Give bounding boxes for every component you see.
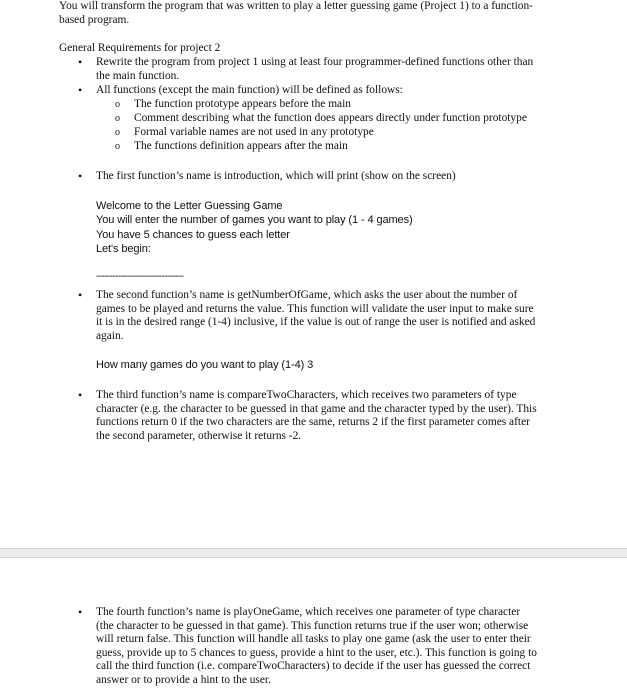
bullet-marker: • (78, 169, 83, 183)
bullet-marker: • (78, 288, 83, 302)
console-line: Let's begin: (96, 243, 151, 256)
bullet-text-line: The fourth function’s name is playOneGame, which receives one parameter of type character (96, 606, 521, 618)
bullet-text-line: will return false. This function will handle all tasks to play one game (ask the user to enter their (96, 633, 531, 646)
bullet-text-line: the main function. (96, 69, 180, 82)
bullet-marker: • (78, 55, 83, 69)
bullet-marker: • (78, 388, 83, 402)
bullet-text-line: The second function’s name is getNumberOfGame, which asks the user about the number of (96, 289, 518, 301)
separator-line: -------------------------------- (96, 271, 184, 282)
console-line: You have 5 chances to guess each letter (96, 228, 290, 241)
bullet-text-line: again. (96, 329, 124, 342)
bullet-text-line: Rewrite the program from project 1 using at least four programmer-defined functions other than (96, 56, 534, 68)
console-output-prompt: How many games do you want to play (1-4) 3 (96, 359, 314, 371)
sub-item-text: The functions definition appears after the main (134, 140, 348, 152)
sub-item-text: Comment describing what the function does appears directly under function prototype (134, 112, 527, 124)
bullet-text-line: character (e.g. the character to be guessed in that game and the character typed by the user). This (96, 402, 537, 415)
page-break (0, 548, 627, 558)
requirements-heading: General Requirements for project 2 (59, 42, 221, 54)
bullet-text-line: The first function’s name is introduction, which will print (show on the screen) (96, 170, 456, 182)
bullet-text-line: The third function’s name is compareTwoCharacters, which receives two parameters of type (96, 389, 517, 401)
document-page-2 (0, 558, 627, 700)
sub-item-text: Formal variable names are not used in any prototype (134, 126, 374, 138)
sub-item-text: The function prototype appears before the main (134, 98, 351, 110)
console-line: You will enter the number of games you want to play (1 - 4 games) (96, 214, 413, 227)
bullet-text-line: games to be played and returns the value. This function will validate the user input to make sure (96, 302, 534, 315)
bullet-text-line: it is in the desired range (1-4) inclusive, if the value is out of range the user is notified and asked (96, 316, 536, 329)
intro-line: You will transform the program that was written to play a letter guessing game (Project 1) to a function- (59, 0, 533, 12)
sub-bullet-marker: o (115, 127, 120, 138)
sub-bullet-marker: o (115, 141, 120, 152)
bullet-text-line: call the third function (i.e. compareTwoCharacters) to decide if the user has guessed the correct (96, 660, 531, 673)
bullet-text-line: functions return 0 if the two characters are the same, returns 2 if the first parameter comes after (96, 416, 530, 429)
bullet-text-line: the second parameter, otherwise it returns -2. (96, 429, 302, 442)
console-output-intro (96, 199, 413, 257)
bullet-text-line: guess, provide up to 5 chances to guess, provide a hint to the user, etc.). This function is going to (96, 646, 537, 659)
sub-bullet-marker: o (115, 99, 120, 110)
bullet-marker: • (78, 83, 83, 97)
bullet-text-line: All functions (except the main function) will be defined as follows: (96, 84, 403, 96)
sub-bullet-marker: o (115, 113, 120, 124)
console-line: Welcome to the Letter Guessing Game (96, 200, 283, 212)
bullet-marker: • (78, 605, 83, 619)
intro-paragraph (59, 0, 579, 27)
intro-line: based program. (59, 13, 130, 26)
bullet-text-line: (the character to be guessed in that game). This function returns true if the user won; otherwise (96, 619, 529, 632)
bullet-text-line: answer or to provide a hint to the user. (96, 673, 271, 686)
